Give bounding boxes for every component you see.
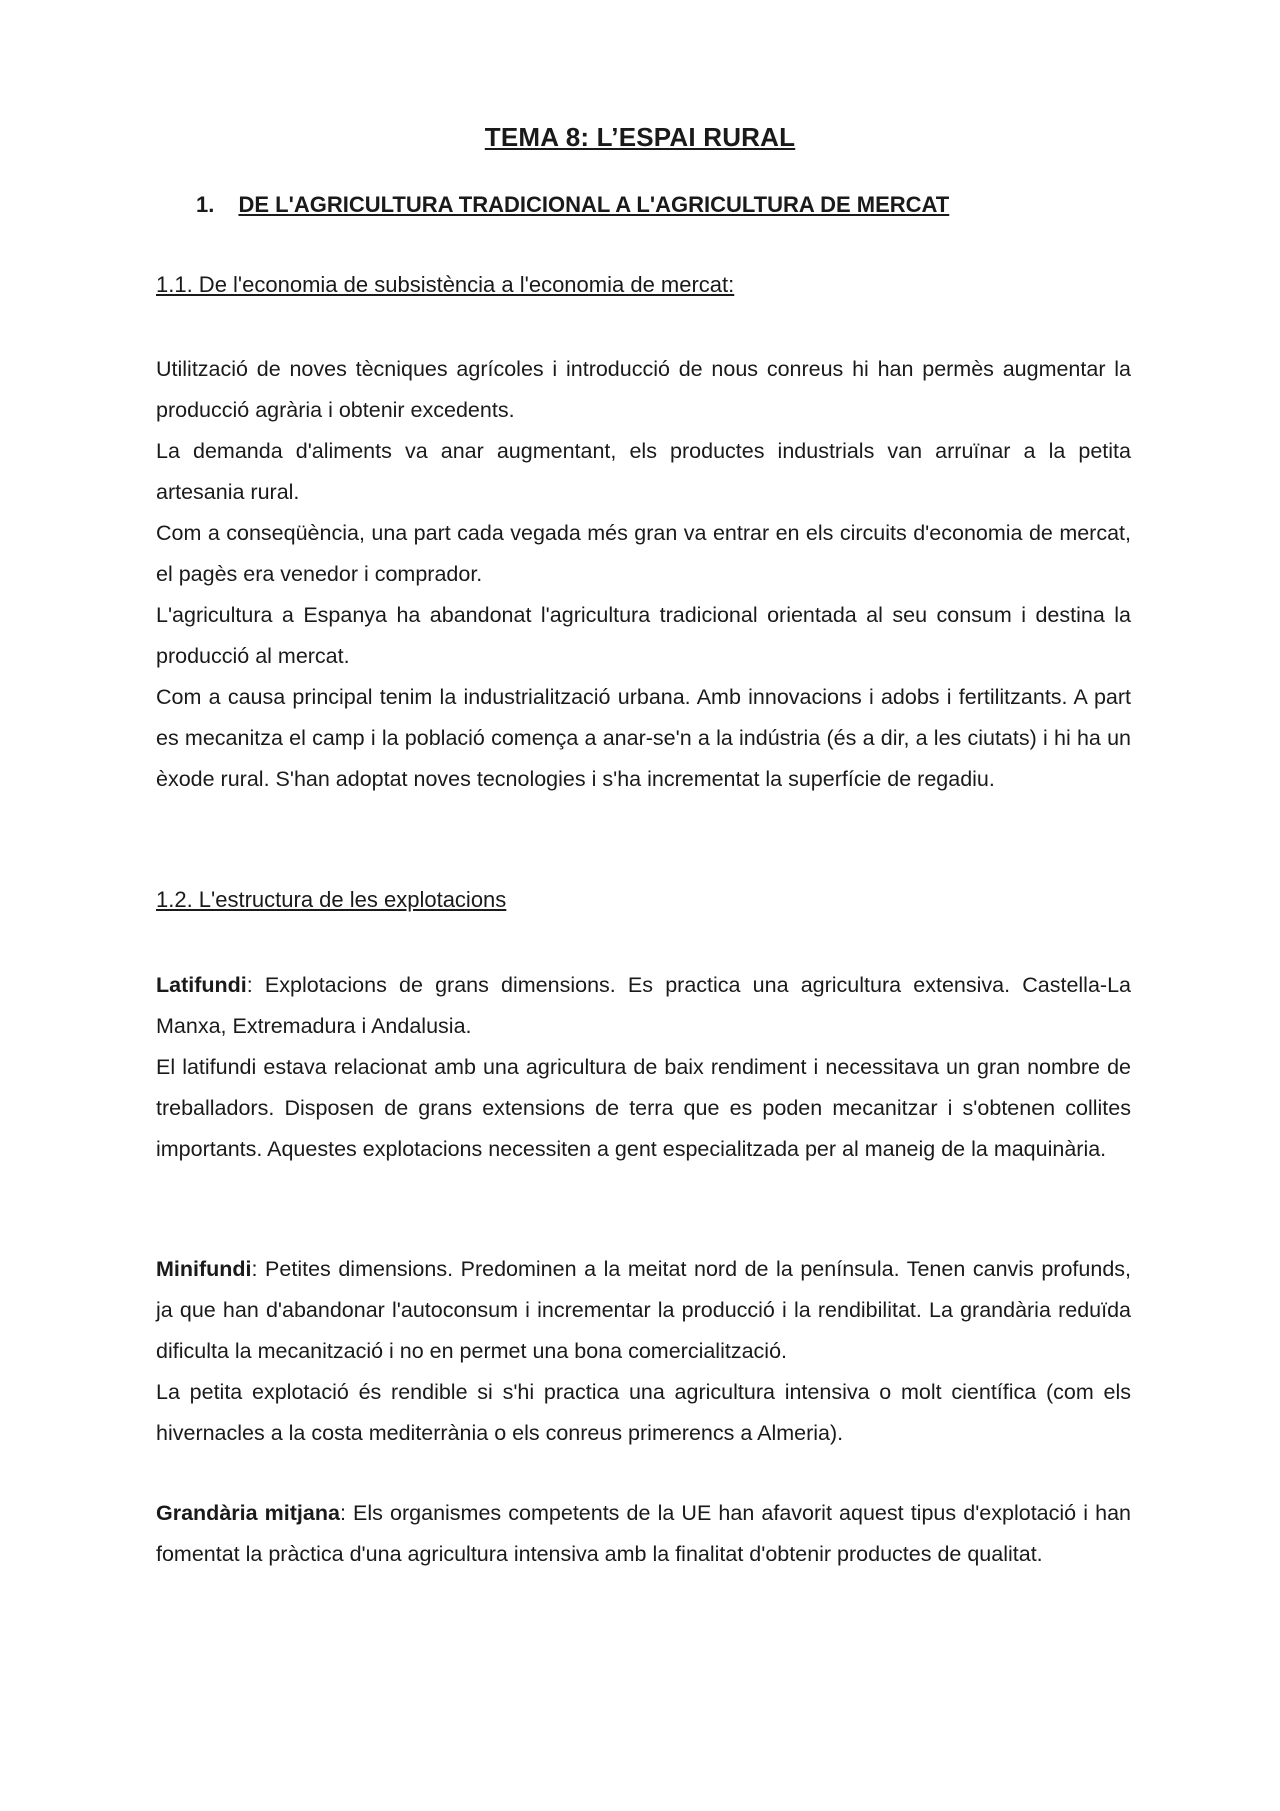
paragraph: L'agricultura a Espanya ha abandonat l'agricultura tradicional orientada al seu consum i destina la producció al mercat. bbox=[156, 603, 1131, 668]
paragraph: Com a conseqüència, una part cada vegada més gran va entrar en els circuits d'economia de mercat, el pagès era venedor i comprador. bbox=[156, 521, 1131, 586]
definition-mitjana: : Els organismes competents de la UE han afavorit aquest tipus d'explotació i han fomentat la pràctica d'una agricultura intensiva amb la finalitat d'obtenir productes de qualitat. bbox=[156, 1501, 1131, 1566]
mitjana-block bbox=[156, 1493, 1131, 1575]
paragraph: El latifundi estava relacionat amb una agricultura de baix rendiment i necessitava un gran nombre de treballadors. Disposen de grans extensions de terra que es poden mecanitzar i s'obtenen collites importants. Aquestes explotacions necessiten a gent especialitzada per al maneig de la maquinària. bbox=[156, 1055, 1131, 1161]
paragraph: Utilització de noves tècniques agrícoles i introducció de nous conreus hi han permès augmentar la producció agrària i obtenir excedents. bbox=[156, 357, 1131, 422]
paragraph bbox=[156, 1249, 1131, 1372]
document-title: TEMA 8: L’ESPAI RURAL bbox=[484, 122, 796, 152]
subsection-body-1-1 bbox=[156, 349, 1131, 800]
term-minifundi: Minifundi bbox=[156, 1257, 252, 1281]
paragraph bbox=[156, 1493, 1131, 1575]
paragraph: La demanda d'aliments va anar augmentant, els productes industrials van arruïnar a la petita artesania rural. bbox=[156, 439, 1131, 504]
paragraph: La petita explotació és rendible si s'hi practica una agricultura intensiva o molt científica (com els hivernacles a la costa mediterrània o els conreus primerencs a Almeria). bbox=[156, 1380, 1131, 1445]
term-mitjana: Grandària mitjana bbox=[156, 1501, 340, 1525]
minifundi-block bbox=[156, 1249, 1131, 1454]
subsection-heading-1-2: 1.2. L'estructura de les explotacions bbox=[156, 887, 507, 912]
term-latifundi: Latifundi bbox=[156, 973, 247, 997]
definition-minifundi: : Petites dimensions. Predominen a la meitat nord de la península. Tenen canvis profunds, ja que han d'abandonar l'autoconsum i incrementar la producció i la rendibilitat. La grandària reduïda dificulta la mecanització i no en permet una bona comercialització. bbox=[156, 1257, 1131, 1363]
paragraph bbox=[156, 965, 1131, 1047]
section-title: DE L'AGRICULTURA TRADICIONAL A L'AGRICULTURA DE MERCAT bbox=[238, 192, 950, 217]
section-heading-1 bbox=[196, 192, 949, 218]
definition-latifundi: : Explotacions de grans dimensions. Es practica una agricultura extensiva. Castella-La Manxa, Extremadura i Andalusia. bbox=[156, 973, 1131, 1038]
section-number: 1. bbox=[196, 192, 215, 217]
latifundi-block bbox=[156, 965, 1131, 1170]
subsection-heading-1-1: 1.1. De l'economia de subsistència a l'economia de mercat: bbox=[156, 272, 735, 297]
paragraph: Com a causa principal tenim la industrialització urbana. Amb innovacions i adobs i fertilitzants. A part es mecanitza el camp i la població comença a anar-se'n a la indústria (és a dir, a les ciutats) i hi ha un èxode rural. S'han adoptat noves tecnologies i s'ha incrementat la superfície de regadiu. bbox=[156, 685, 1131, 791]
